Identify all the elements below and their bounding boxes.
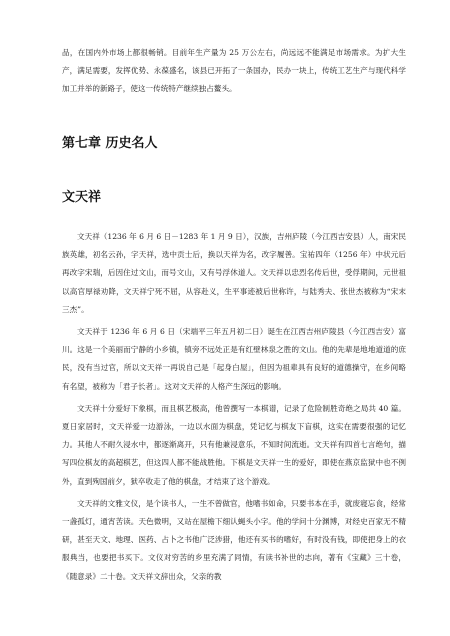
chapter-title: 第七章 历史名人 xyxy=(62,136,158,151)
intro-paragraph-block xyxy=(62,44,406,99)
intro-paragraph: 品，在国内外市场上都很畅销。目前年生产量为 25 万公左右，尚远远不能满足市场需求。为扩大生产，满足需要，发挥优势、永葆盛名，该县已开拓了一条国办，民办一块上，传统工艺生产与现代科学加工并举的新路子，使这一传统特产继续独占鳌头。 xyxy=(62,48,406,94)
paragraph-birth: 文天祥于 1236 年 6 月 6 日（宋端平三年五月初二日）诞生在江西吉州庐陵县（今江西吉安）富川。这是一个美丽而宁静的小乡镇，镇旁不远处正是有红壁林泉之胜的文山。他的先辈是地地道道的庶民，没有当过官，所以文天祥一再说自己是「起身白屋」，但因为祖辈具有良好的道德操守，在乡间略有名望，被称为「君子长者」。这对文天祥的人格产生深远的影响。 xyxy=(62,327,406,391)
article-body xyxy=(62,228,406,586)
paragraph-biography: 文天祥（1236 年 6 月 6 日－1283 年 1 月 9 日），汉族，吉州庐陵（今江西吉安县）人，南宋民族英雄，初名云孙，字天祥，选中贡士后，换以天祥为名，改字履善。宝祐四年（1256 年）中状元后再改字宋瑞，后因住过文山，而号文山，又有号浮休道人。文天祥以忠烈名传后世，受俘期间，元世祖以高官厚禄劝降，文天祥宁死不屈，从容赴义，生平事迹被后世称许，与陆秀夫、张世杰被称为“宋末三杰”。 xyxy=(62,232,406,314)
section-title: 文天祥 xyxy=(62,190,102,205)
paragraph-chess: 文天祥十分爱好下象棋，而且棋艺极高，他曾撰写一本棋谱，记录了危险制胜奇绝之局共 40 篇。夏日家居时，文天祥爱一边游泳，一边以水面为棋盘，凭记忆与棋友下盲棋，这实在需要很强的记忆力。其他人不耐久浸水中，都逐渐离开，只有他兼浸意乐，不知时间流逝。文天祥有四首七言绝句，描写四位棋友的高超棋艺，但这四人都不能战胜他。下棋是文天祥一生的爱好，即使在燕京监狱中也不例外，直到殉国前夕，狱卒收走了他的棋盘，才结束了这个游戏。 xyxy=(62,403,406,486)
paragraph-father: 文天祥的文雅文仪，是个读书人，一生不曾做官，他嗜书如命，只要书本在手，就废寝忘食，经常一盏孤灯，通宵苦读。天色微明，又站在屋檐下细认蝇头小字。他的学问十分渊博，对经史百家无不精研，甚至天文、地理、医药、占卜之书他广泛涉猎，他还有买书的嗜好，有时没有钱，即使把身上的衣服典当，也要把书买下。文仪对穷苦的乡里充满了同情，有读书补世的志向，著有《宝藏》三十卷，《随意录》二十卷。文天祥文辞出众，父亲的教 xyxy=(62,498,406,581)
